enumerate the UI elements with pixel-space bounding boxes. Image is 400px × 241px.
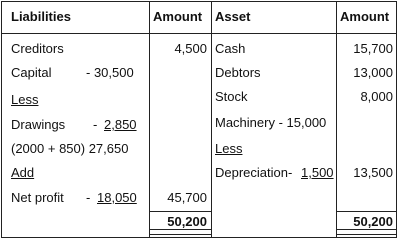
less-label-left: Less: [11, 92, 39, 107]
net-profit-label: Net profit: [11, 190, 64, 205]
capital-label: Capital: [11, 65, 52, 80]
header-liabilities: Liabilities: [11, 9, 71, 24]
net-profit-value: 18,050: [97, 190, 137, 205]
liabilities-total: 50,200: [167, 214, 207, 229]
cash-amount: 15,700: [353, 41, 393, 56]
drawings-value: 2,850: [104, 117, 137, 132]
adjusted-capital: (2000 + 850) 27,650: [11, 141, 129, 156]
left-subtotal-line: [149, 211, 211, 212]
creditors-label: Creditors: [11, 41, 64, 56]
capital-total-amount: 45,700: [167, 190, 207, 205]
divider-right-amount: [336, 1, 337, 238]
cash-label: Cash: [215, 41, 246, 56]
header-separator: [1, 33, 397, 34]
assets-total: 50,200: [353, 214, 393, 229]
header-asset: Asset: [215, 9, 251, 24]
creditors-amount: 4,500: [174, 41, 207, 56]
divider-center: [211, 1, 212, 238]
table-right-border: [396, 1, 397, 238]
balance-sheet-table: [1, 1, 397, 238]
depreciation-value: 1,500: [301, 165, 334, 180]
debtors-amount: 13,000: [353, 65, 393, 80]
machinery-net-amount: 13,500: [353, 165, 393, 180]
less-label-right: Less: [215, 141, 243, 156]
drawings-dash: -: [93, 117, 98, 132]
table-left-border: [1, 1, 2, 238]
right-subtotal-line: [336, 211, 396, 212]
table-bottom-border: [1, 237, 397, 238]
drawings-label: Drawings: [11, 117, 66, 132]
debtors-label: Debtors: [215, 65, 261, 80]
header-amount-left: Amount: [153, 9, 203, 24]
capital-value: - 30,500: [86, 65, 134, 80]
net-profit-dash: -: [86, 190, 91, 205]
stock-label: Stock: [215, 89, 248, 104]
header-amount-right: Amount: [340, 9, 390, 24]
stock-amount: 8,000: [360, 89, 393, 104]
depreciation-label: Depreciation-: [215, 165, 293, 180]
divider-left-amount: [149, 1, 150, 238]
machinery-label: Machinery - 15,000: [215, 115, 327, 130]
add-label: Add: [11, 165, 35, 180]
table-top-border: [1, 1, 397, 2]
